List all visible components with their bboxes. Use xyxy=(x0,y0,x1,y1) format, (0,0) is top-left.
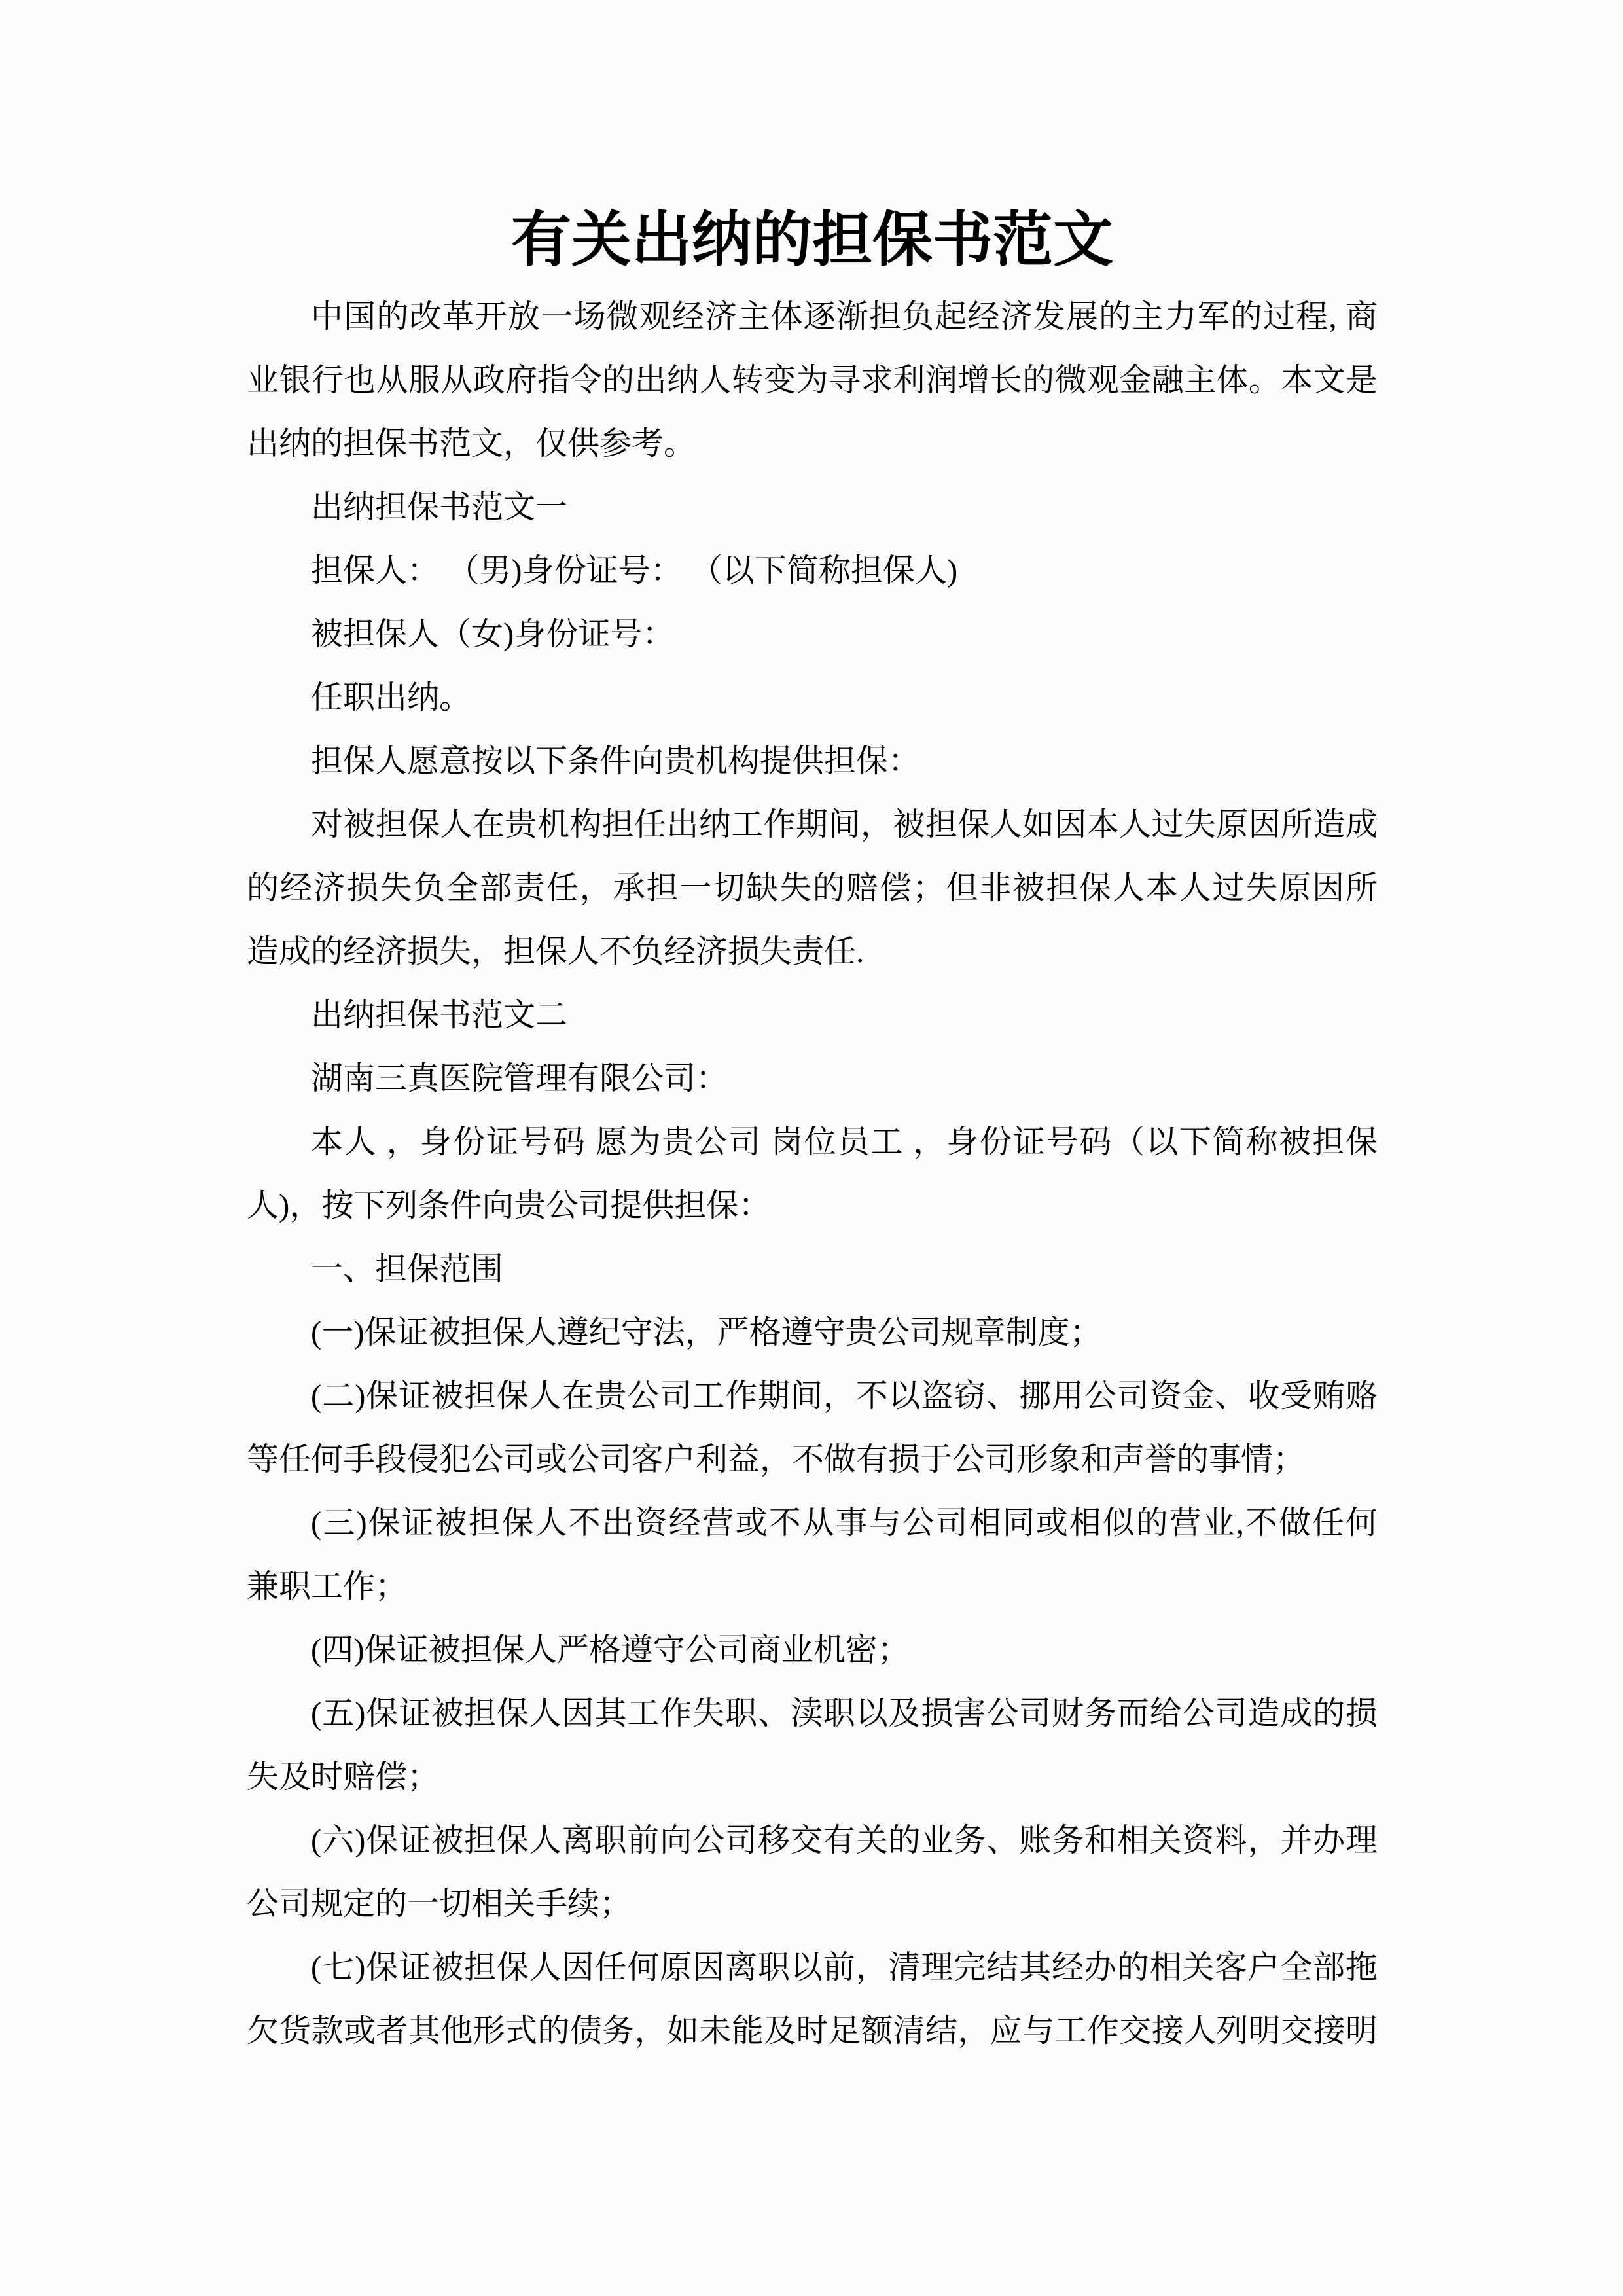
text-line: 公司规定的一切相关手续； xyxy=(247,1886,632,1922)
text-line: 业银行也从服从政府指令的出纳人转变为寻求利润增长的微观金融主体。本文是 xyxy=(247,362,1378,398)
text-line: 湖南三真医院管理有限公司： xyxy=(311,1060,728,1096)
text-line: 等任何手段侵犯公司或公司客户利益，不做有损于公司形象和声誉的事情； xyxy=(247,1441,1306,1477)
text-line: (六)保证被担保人离职前向公司移交有关的业务、账务和相关资料，并办理 xyxy=(311,1822,1378,1858)
text-line: (一)保证被担保人遵纪守法，严格遵守贵公司规章制度； xyxy=(311,1314,1102,1350)
text-line: 人)，按下列条件向贵公司提供担保： xyxy=(247,1187,771,1223)
text-line: 一、担保范围 xyxy=(311,1251,504,1287)
text-line: 失及时赔偿； xyxy=(247,1759,440,1795)
text-line: 出纳担保书范文二 xyxy=(311,997,568,1033)
text-line: (四)保证被担保人严格遵守公司商业机密； xyxy=(311,1632,910,1668)
text-line: 本人 ，身份证号码 愿为贵公司 岗位员工 ，身份证号码（以下简称被担保 xyxy=(311,1124,1378,1160)
text-line: 对被担保人在贵机构担任出纳工作期间，被担保人如因本人过失原因所造成 xyxy=(311,806,1378,842)
text-line: 中国的改革开放一场微观经济主体逐渐担负起经济发展的主力军的过程, 商 xyxy=(311,298,1378,334)
text-line: 出纳的担保书范文，仅供参考。 xyxy=(247,425,696,461)
text-line: 任职出纳。 xyxy=(311,679,472,715)
text-line: 欠货款或者其他形式的债务，如未能及时足额清结，应与工作交接人列明交接明 xyxy=(247,2013,1378,2049)
text-line: (七)保证被担保人因任何原因离职以前，清理完结其经办的相关客户全部拖 xyxy=(311,1949,1378,1985)
text-line: (三)保证被担保人不出资经营或不从事与公司相同或相似的营业,不做任何 xyxy=(311,1505,1378,1541)
text-line: 造成的经济损失，担保人不负经济损失责任. xyxy=(247,933,865,969)
text-line: (二)保证被担保人在贵公司工作期间，不以盗窃、挪用公司资金、收受贿赂 xyxy=(311,1378,1378,1414)
text-line: 兼职工作； xyxy=(247,1568,408,1604)
text-line: (五)保证被担保人因其工作失职、渎职以及损害公司财务而给公司造成的损 xyxy=(311,1695,1378,1731)
text-line: 的经济损失负全部责任，承担一切缺失的赔偿；但非被担保人本人过失原因所 xyxy=(247,870,1378,906)
document-title: 有关出纳的担保书范文 xyxy=(510,207,1113,274)
text-line: 被担保人（女)身份证号： xyxy=(311,616,675,652)
document-content xyxy=(247,196,1378,2062)
text-line: 担保人： （男)身份证号： （以下简称担保人) xyxy=(311,552,958,588)
document-body xyxy=(247,285,1378,2062)
text-line: 担保人愿意按以下条件向贵机构提供担保： xyxy=(311,743,921,779)
text-line: 出纳担保书范文一 xyxy=(311,489,568,525)
